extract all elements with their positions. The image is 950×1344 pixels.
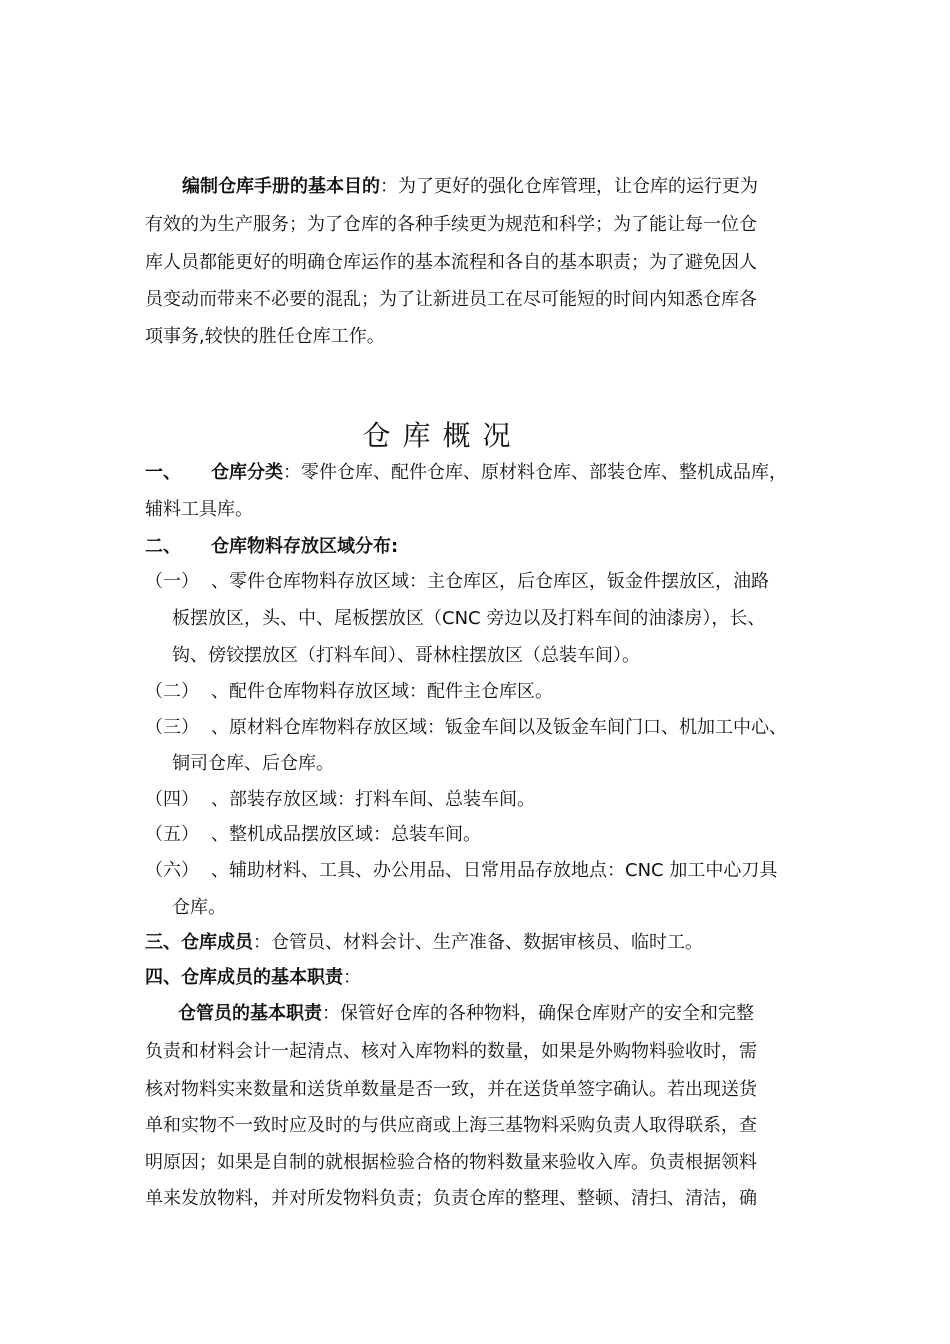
duty-line-6: 单来发放物料，并对所发物料负责；负责仓库的整理、整顿、清扫、清洁，确 (145, 1188, 757, 1209)
page-title: 仓库概况 (362, 419, 523, 452)
item-num: （三） (145, 717, 199, 738)
list-item (145, 859, 777, 883)
intro-line-4: 员变动而带来不必要的混乱；为了让新进员工在尽可能短的时间内知悉仓库各 (145, 289, 757, 310)
section-1-heading: 仓库分类 (211, 462, 283, 483)
list-item (145, 716, 787, 740)
item-num: （四） (145, 789, 199, 810)
duty-line-4: 单和实物不一致时应及时的与供应商或上海三基物料采购负责人取得联系，查 (145, 1115, 757, 1136)
duty-line-2: 负责和材料会计一起清点、核对入库物料的数量，如果是外购物料验收时，需 (145, 1041, 757, 1062)
section-1 (145, 461, 787, 485)
intro-line-3: 库人员都能更好的明确仓库运作的基本流程和各自的基本职责；为了避免因人 (145, 252, 757, 273)
intro-line-5: 项事务,较快的胜任仓库工作。 (145, 326, 385, 347)
section-4-num: 四、 (145, 967, 181, 988)
duty-line-1 (178, 1002, 754, 1026)
section-3-heading: 仓库成员 (181, 932, 253, 953)
item-line: 、配件仓库物料存放区域：配件主仓库区。 (211, 681, 553, 702)
item-line: 、原材料仓库物料存放区域：钣金车间以及钣金车间门口、机加工中心、 (211, 717, 787, 738)
list-item (145, 788, 535, 812)
item-line: 铜司仓库、后仓库。 (172, 753, 334, 774)
intro-line-2: 有效的为生产服务；为了仓库的各种手续更为规范和科学；为了能让每一位仓 (145, 214, 757, 235)
section-1-text: ：零件仓库、配件仓库、原材料仓库、部装仓库、整机成品库， (283, 462, 787, 483)
section-2 (145, 535, 398, 559)
section-1-num: 一、 (145, 462, 181, 483)
section-4-heading: 仓库成员的基本职责 (181, 967, 343, 988)
intro-sep: ： (380, 176, 398, 197)
list-item (145, 823, 481, 847)
duty-line-3: 核对物料实来数量和送货单数量是否一致，并在送货单签字确认。若出现送货 (145, 1079, 757, 1100)
section-2-num: 二、 (145, 536, 181, 557)
item-line: 仓库。 (172, 897, 226, 918)
item-num: （五） (145, 824, 199, 845)
item-line: 、零件仓库物料存放区域：主仓库区，后仓库区，钣金件摆放区，油路 (211, 571, 769, 592)
list-item (145, 680, 553, 704)
item-line: 、辅助材料、工具、办公用品、日常用品存放地点：CNC 加工中心刀具 (211, 860, 778, 881)
intro-text-1: 为了更好的强化仓库管理，让仓库的运行更为 (398, 176, 758, 197)
duty-text-1: ：保管好仓库的各种物料，确保仓库财产的安全和完整 (322, 1003, 754, 1024)
item-num: （六） (145, 860, 199, 881)
item-num: （二） (145, 681, 199, 702)
section-4-text: ： (343, 967, 361, 988)
item-line: 、整机成品摆放区域：总装车间。 (211, 824, 481, 845)
list-item (145, 570, 769, 594)
section-1-cont: 辅料工具库。 (145, 499, 253, 520)
intro-line-1 (182, 175, 758, 199)
item-num: （一） (145, 571, 199, 592)
duty-line-5: 明原因；如果是自制的就根据检验合格的物料数量来验收入库。负责根据领料 (145, 1152, 757, 1173)
item-line: 钩、傍铰摆放区（打料车间）、哥林柱摆放区（总装车间）。 (172, 645, 640, 666)
section-3-num: 三、 (145, 932, 181, 953)
item-line: 、部装存放区域：打料车间、总装车间。 (211, 789, 535, 810)
intro-heading: 编制仓库手册的基本目的 (182, 176, 380, 197)
section-3-text: ：仓管员、材料会计、生产准备、数据审核员、临时工。 (253, 932, 703, 953)
duty-heading: 仓管员的基本职责 (178, 1003, 322, 1024)
section-3 (145, 931, 703, 955)
section-4 (145, 966, 361, 990)
section-2-heading: 仓库物料存放区域分布: (211, 536, 399, 557)
item-line: 板摆放区，头、中、尾板摆放区（CNC 旁边以及打料车间的油漆房），长、 (172, 608, 766, 629)
